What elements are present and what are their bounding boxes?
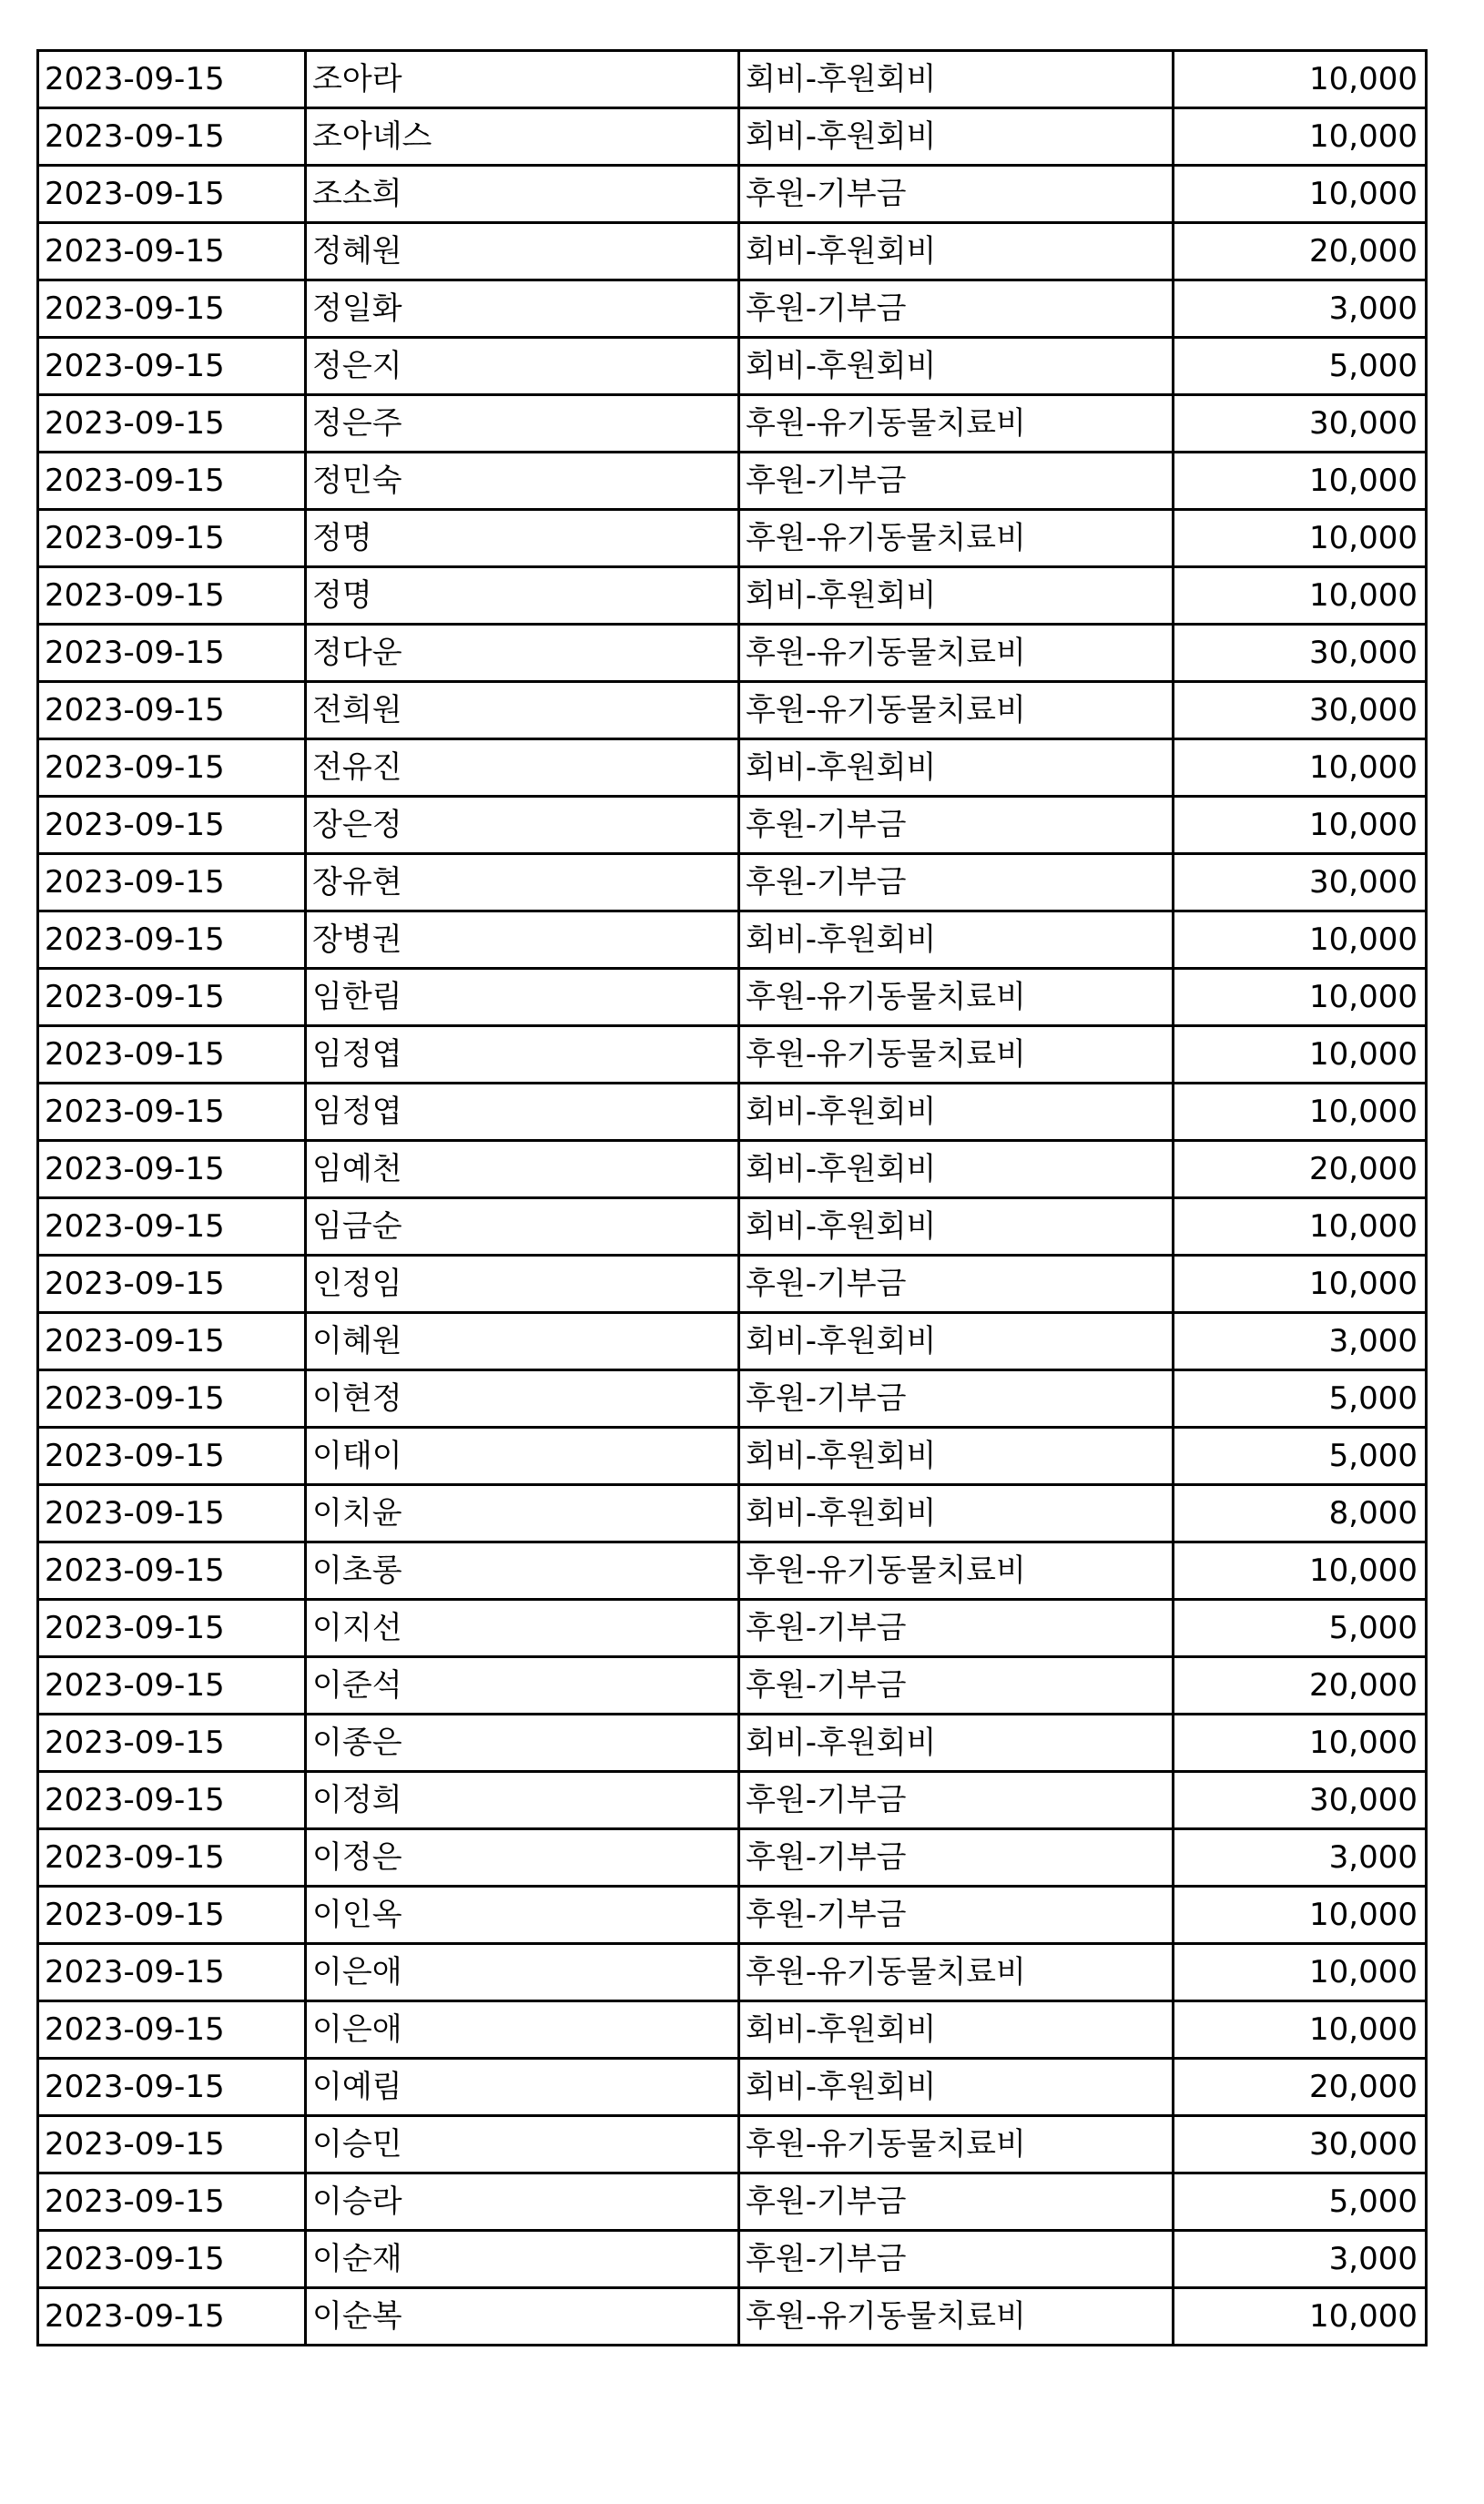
- amount-cell: 5,000: [1174, 1428, 1427, 1485]
- donor-name-cell: 이치윤: [306, 1485, 739, 1542]
- table-row: [38, 1141, 1427, 1198]
- category-cell: 후원-기부금: [739, 2173, 1174, 2231]
- date-cell: 2023-09-15: [38, 1084, 306, 1141]
- category-cell: 회비-후원회비: [739, 1198, 1174, 1256]
- date-cell: 2023-09-15: [38, 1542, 306, 1600]
- amount-cell: 10,000: [1174, 1256, 1427, 1313]
- table-row: [38, 2288, 1427, 2346]
- amount-cell: 20,000: [1174, 1657, 1427, 1715]
- table-row: [38, 625, 1427, 682]
- date-cell: 2023-09-15: [38, 1313, 306, 1370]
- date-cell: 2023-09-15: [38, 2116, 306, 2173]
- category-cell: 후원-기부금: [739, 166, 1174, 223]
- donor-name-cell: 이초롱: [306, 1542, 739, 1600]
- amount-cell: 5,000: [1174, 1370, 1427, 1428]
- donor-name-cell: 정명: [306, 510, 739, 567]
- date-cell: 2023-09-15: [38, 567, 306, 625]
- table-row: [38, 395, 1427, 453]
- donation-ledger-table: [36, 49, 1428, 2346]
- date-cell: 2023-09-15: [38, 739, 306, 797]
- category-cell: 후원-기부금: [739, 1772, 1174, 1829]
- category-cell: 후원-유기동물치료비: [739, 1026, 1174, 1084]
- category-cell: 회비-후원회비: [739, 911, 1174, 969]
- date-cell: 2023-09-15: [38, 1944, 306, 2001]
- amount-cell: 30,000: [1174, 625, 1427, 682]
- category-cell: 후원-유기동물치료비: [739, 2288, 1174, 2346]
- table-row: [38, 1715, 1427, 1772]
- donor-name-cell: 이현정: [306, 1370, 739, 1428]
- date-cell: 2023-09-15: [38, 453, 306, 510]
- category-cell: 후원-유기동물치료비: [739, 510, 1174, 567]
- amount-cell: 10,000: [1174, 453, 1427, 510]
- donor-name-cell: 전유진: [306, 739, 739, 797]
- date-cell: 2023-09-15: [38, 1256, 306, 1313]
- category-cell: 후원-기부금: [739, 453, 1174, 510]
- table-row: [38, 1657, 1427, 1715]
- date-cell: 2023-09-15: [38, 797, 306, 854]
- date-cell: 2023-09-15: [38, 1485, 306, 1542]
- amount-cell: 5,000: [1174, 2173, 1427, 2231]
- amount-cell: 10,000: [1174, 2288, 1427, 2346]
- amount-cell: 10,000: [1174, 739, 1427, 797]
- category-cell: 회비-후원회비: [739, 1313, 1174, 1370]
- category-cell: 후원-기부금: [739, 2231, 1174, 2288]
- amount-cell: 10,000: [1174, 108, 1427, 166]
- category-cell: 후원-기부금: [739, 797, 1174, 854]
- donor-name-cell: 장은정: [306, 797, 739, 854]
- category-cell: 회비-후원회비: [739, 2059, 1174, 2116]
- date-cell: 2023-09-15: [38, 1141, 306, 1198]
- date-cell: 2023-09-15: [38, 166, 306, 223]
- donor-name-cell: 인정임: [306, 1256, 739, 1313]
- date-cell: 2023-09-15: [38, 2231, 306, 2288]
- amount-cell: 20,000: [1174, 223, 1427, 280]
- donor-name-cell: 임예천: [306, 1141, 739, 1198]
- table-row: [38, 51, 1427, 108]
- category-cell: 후원-기부금: [739, 1887, 1174, 1944]
- category-cell: 회비-후원회비: [739, 1428, 1174, 1485]
- donor-name-cell: 전희원: [306, 682, 739, 739]
- donor-name-cell: 이태이: [306, 1428, 739, 1485]
- table-row: [38, 969, 1427, 1026]
- donor-name-cell: 이혜원: [306, 1313, 739, 1370]
- table-row: [38, 2116, 1427, 2173]
- table-row: [38, 797, 1427, 854]
- donor-name-cell: 정일화: [306, 280, 739, 338]
- table-row: [38, 1829, 1427, 1887]
- amount-cell: 10,000: [1174, 1026, 1427, 1084]
- category-cell: 후원-유기동물치료비: [739, 969, 1174, 1026]
- donor-name-cell: 정은주: [306, 395, 739, 453]
- table-row: [38, 1428, 1427, 1485]
- date-cell: 2023-09-15: [38, 682, 306, 739]
- date-cell: 2023-09-15: [38, 1715, 306, 1772]
- category-cell: 후원-유기동물치료비: [739, 2116, 1174, 2173]
- donor-name-cell: 이은애: [306, 1944, 739, 2001]
- amount-cell: 30,000: [1174, 854, 1427, 911]
- amount-cell: 20,000: [1174, 2059, 1427, 2116]
- date-cell: 2023-09-15: [38, 51, 306, 108]
- table-row: [38, 2173, 1427, 2231]
- date-cell: 2023-09-15: [38, 1657, 306, 1715]
- donor-name-cell: 임정엽: [306, 1084, 739, 1141]
- amount-cell: 10,000: [1174, 969, 1427, 1026]
- table-row: [38, 567, 1427, 625]
- category-cell: 회비-후원회비: [739, 108, 1174, 166]
- category-cell: 회비-후원회비: [739, 51, 1174, 108]
- donor-name-cell: 조아녜스: [306, 108, 739, 166]
- amount-cell: 10,000: [1174, 1715, 1427, 1772]
- table-row: [38, 223, 1427, 280]
- donor-name-cell: 정명: [306, 567, 739, 625]
- amount-cell: 10,000: [1174, 1198, 1427, 1256]
- date-cell: 2023-09-15: [38, 911, 306, 969]
- amount-cell: 10,000: [1174, 1084, 1427, 1141]
- amount-cell: 10,000: [1174, 1887, 1427, 1944]
- date-cell: 2023-09-15: [38, 510, 306, 567]
- table-row: [38, 1944, 1427, 2001]
- table-row: [38, 2001, 1427, 2059]
- date-cell: 2023-09-15: [38, 280, 306, 338]
- category-cell: 후원-유기동물치료비: [739, 395, 1174, 453]
- donor-name-cell: 이인옥: [306, 1887, 739, 1944]
- donor-name-cell: 이준석: [306, 1657, 739, 1715]
- amount-cell: 8,000: [1174, 1485, 1427, 1542]
- amount-cell: 30,000: [1174, 395, 1427, 453]
- amount-cell: 3,000: [1174, 2231, 1427, 2288]
- donor-name-cell: 조소희: [306, 166, 739, 223]
- category-cell: 회비-후원회비: [739, 1084, 1174, 1141]
- donor-name-cell: 이승민: [306, 2116, 739, 2173]
- amount-cell: 10,000: [1174, 51, 1427, 108]
- date-cell: 2023-09-15: [38, 1026, 306, 1084]
- table-row: [38, 682, 1427, 739]
- donor-name-cell: 장유현: [306, 854, 739, 911]
- category-cell: 후원-유기동물치료비: [739, 625, 1174, 682]
- table-row: [38, 510, 1427, 567]
- donor-name-cell: 정혜원: [306, 223, 739, 280]
- category-cell: 후원-유기동물치료비: [739, 1542, 1174, 1600]
- category-cell: 후원-기부금: [739, 1256, 1174, 1313]
- category-cell: 후원-기부금: [739, 1600, 1174, 1657]
- category-cell: 후원-기부금: [739, 1657, 1174, 1715]
- amount-cell: 30,000: [1174, 2116, 1427, 2173]
- date-cell: 2023-09-15: [38, 1370, 306, 1428]
- table-row: [38, 338, 1427, 395]
- amount-cell: 10,000: [1174, 1542, 1427, 1600]
- category-cell: 회비-후원회비: [739, 1715, 1174, 1772]
- donor-name-cell: 임정엽: [306, 1026, 739, 1084]
- table-row: [38, 1198, 1427, 1256]
- donor-name-cell: 이승라: [306, 2173, 739, 2231]
- table-row: [38, 1600, 1427, 1657]
- category-cell: 후원-기부금: [739, 1370, 1174, 1428]
- date-cell: 2023-09-15: [38, 854, 306, 911]
- donor-name-cell: 이지선: [306, 1600, 739, 1657]
- donor-name-cell: 정민숙: [306, 453, 739, 510]
- donor-name-cell: 이순복: [306, 2288, 739, 2346]
- donor-name-cell: 이종은: [306, 1715, 739, 1772]
- date-cell: 2023-09-15: [38, 108, 306, 166]
- category-cell: 후원-기부금: [739, 280, 1174, 338]
- amount-cell: 30,000: [1174, 1772, 1427, 1829]
- amount-cell: 3,000: [1174, 280, 1427, 338]
- table-row: [38, 1084, 1427, 1141]
- category-cell: 회비-후원회비: [739, 567, 1174, 625]
- amount-cell: 10,000: [1174, 797, 1427, 854]
- donor-name-cell: 임금순: [306, 1198, 739, 1256]
- date-cell: 2023-09-15: [38, 2173, 306, 2231]
- table-row: [38, 1026, 1427, 1084]
- date-cell: 2023-09-15: [38, 1772, 306, 1829]
- donor-name-cell: 이은애: [306, 2001, 739, 2059]
- table-row: [38, 2059, 1427, 2116]
- amount-cell: 5,000: [1174, 338, 1427, 395]
- table-row: [38, 280, 1427, 338]
- date-cell: 2023-09-15: [38, 395, 306, 453]
- amount-cell: 10,000: [1174, 510, 1427, 567]
- donor-name-cell: 이예림: [306, 2059, 739, 2116]
- table-row: [38, 1370, 1427, 1428]
- amount-cell: 10,000: [1174, 911, 1427, 969]
- donor-name-cell: 정다운: [306, 625, 739, 682]
- table-row: [38, 854, 1427, 911]
- amount-cell: 20,000: [1174, 1141, 1427, 1198]
- donor-name-cell: 이정희: [306, 1772, 739, 1829]
- donor-name-cell: 이순재: [306, 2231, 739, 2288]
- amount-cell: 10,000: [1174, 1944, 1427, 2001]
- category-cell: 회비-후원회비: [739, 2001, 1174, 2059]
- table-row: [38, 1485, 1427, 1542]
- date-cell: 2023-09-15: [38, 2001, 306, 2059]
- category-cell: 회비-후원회비: [739, 1485, 1174, 1542]
- category-cell: 후원-유기동물치료비: [739, 1944, 1174, 2001]
- date-cell: 2023-09-15: [38, 1887, 306, 1944]
- table-row: [38, 1313, 1427, 1370]
- table-row: [38, 2231, 1427, 2288]
- date-cell: 2023-09-15: [38, 223, 306, 280]
- date-cell: 2023-09-15: [38, 1428, 306, 1485]
- donor-name-cell: 임한림: [306, 969, 739, 1026]
- table-row: [38, 1772, 1427, 1829]
- donor-name-cell: 정은지: [306, 338, 739, 395]
- table-row: [38, 739, 1427, 797]
- category-cell: 후원-기부금: [739, 1829, 1174, 1887]
- date-cell: 2023-09-15: [38, 338, 306, 395]
- donor-name-cell: 조아라: [306, 51, 739, 108]
- category-cell: 회비-후원회비: [739, 739, 1174, 797]
- category-cell: 회비-후원회비: [739, 223, 1174, 280]
- table-row: [38, 453, 1427, 510]
- amount-cell: 10,000: [1174, 166, 1427, 223]
- category-cell: 후원-유기동물치료비: [739, 682, 1174, 739]
- ledger-table-body: [38, 51, 1427, 2346]
- table-row: [38, 1887, 1427, 1944]
- date-cell: 2023-09-15: [38, 1198, 306, 1256]
- date-cell: 2023-09-15: [38, 1829, 306, 1887]
- category-cell: 회비-후원회비: [739, 1141, 1174, 1198]
- date-cell: 2023-09-15: [38, 625, 306, 682]
- category-cell: 후원-기부금: [739, 854, 1174, 911]
- date-cell: 2023-09-15: [38, 1600, 306, 1657]
- table-row: [38, 108, 1427, 166]
- amount-cell: 10,000: [1174, 567, 1427, 625]
- date-cell: 2023-09-15: [38, 969, 306, 1026]
- table-row: [38, 166, 1427, 223]
- category-cell: 회비-후원회비: [739, 338, 1174, 395]
- table-row: [38, 911, 1427, 969]
- donor-name-cell: 이정은: [306, 1829, 739, 1887]
- amount-cell: 30,000: [1174, 682, 1427, 739]
- amount-cell: 5,000: [1174, 1600, 1427, 1657]
- amount-cell: 3,000: [1174, 1313, 1427, 1370]
- amount-cell: 3,000: [1174, 1829, 1427, 1887]
- date-cell: 2023-09-15: [38, 2288, 306, 2346]
- table-row: [38, 1542, 1427, 1600]
- donor-name-cell: 장병권: [306, 911, 739, 969]
- date-cell: 2023-09-15: [38, 2059, 306, 2116]
- amount-cell: 10,000: [1174, 2001, 1427, 2059]
- table-row: [38, 1256, 1427, 1313]
